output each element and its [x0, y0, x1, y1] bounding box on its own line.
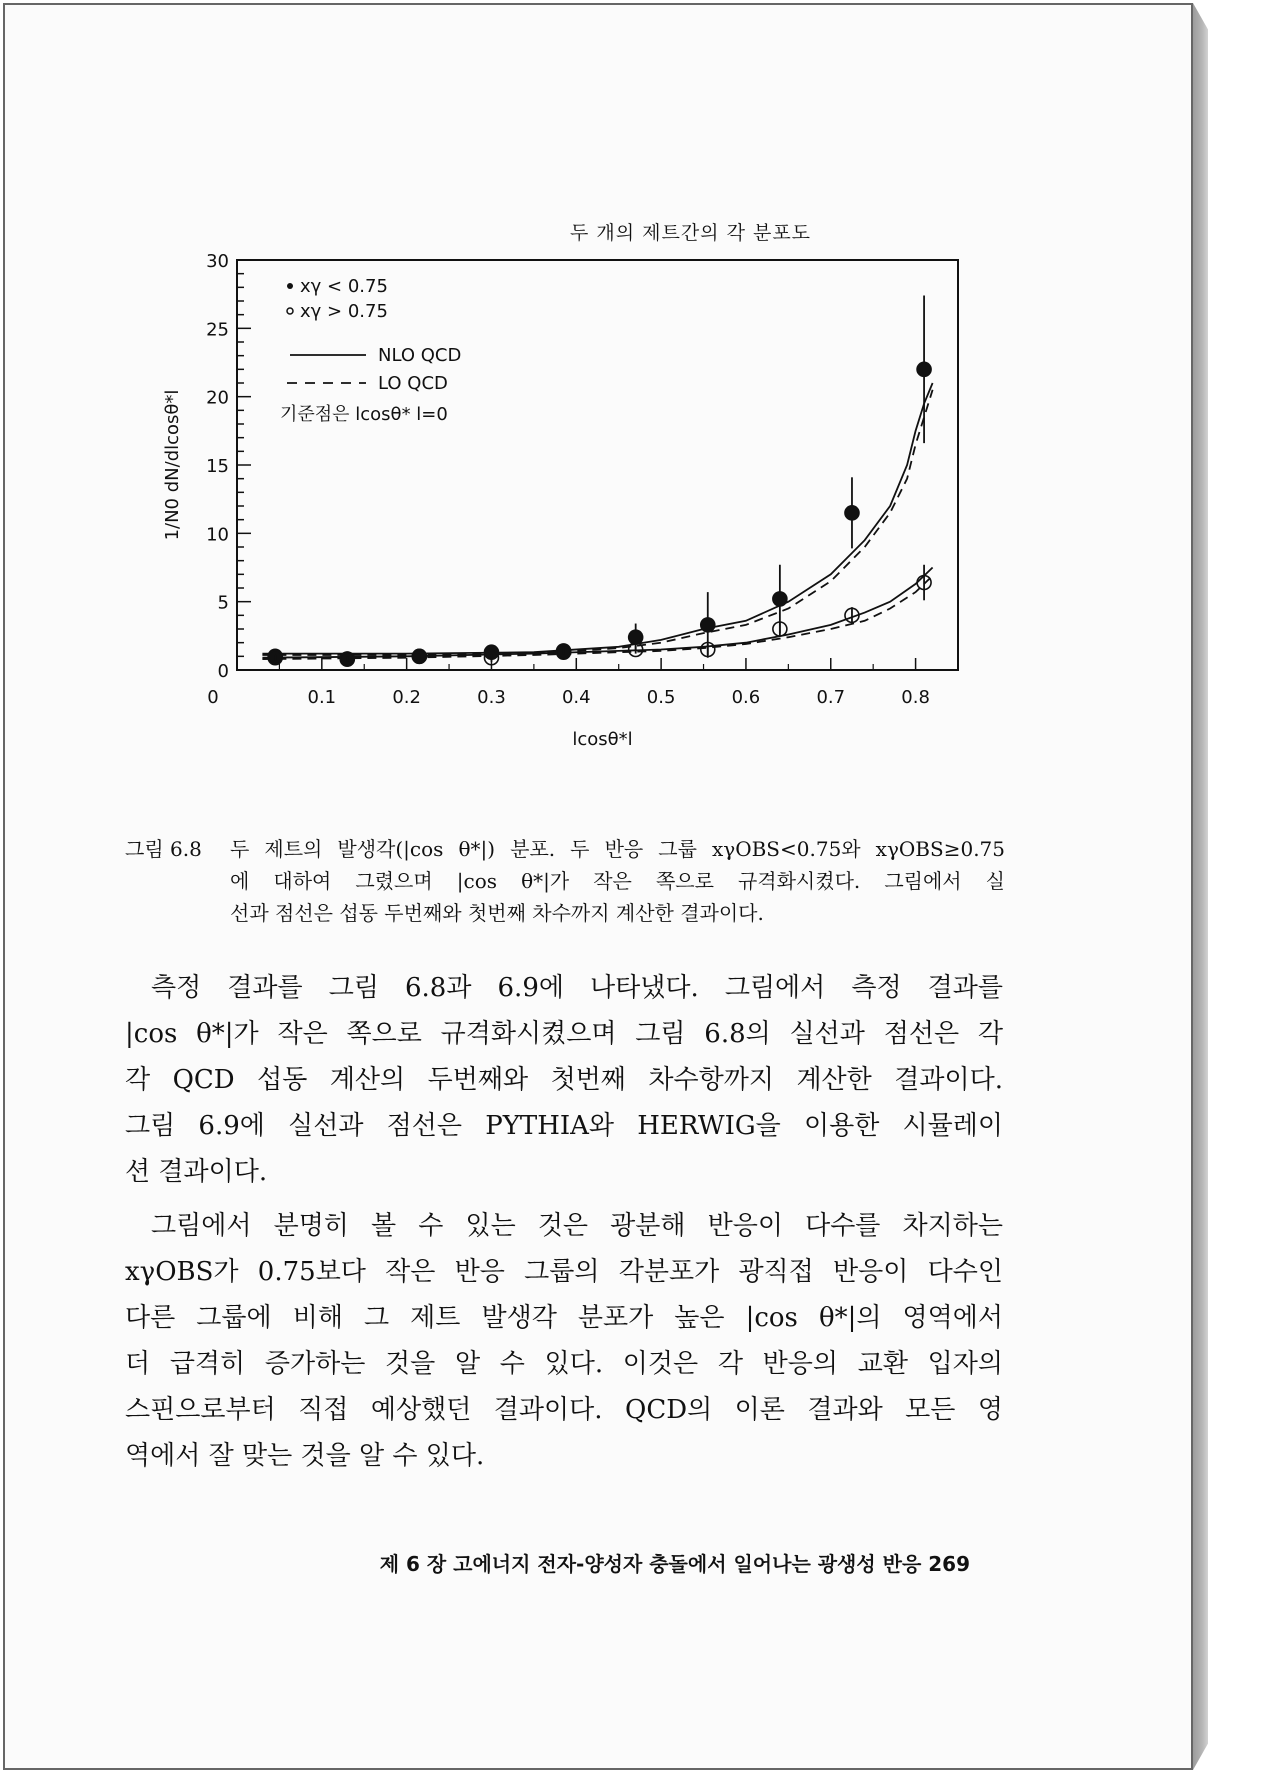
text-line: 더 급격히 증가하는 것을 알 수 있다. 이것은 각 반응의 교환 입자의 [125, 1349, 1003, 1379]
caption-line: 선과 점선은 섭동 두번째와 첫번째 차수까지 계산한 결과이다. [230, 901, 764, 925]
x-tick-label: 0.3 [477, 687, 506, 708]
y-tick-label: 5 [217, 592, 229, 614]
y-tick-label: 0 [217, 661, 229, 682]
legend-open-marker [287, 308, 293, 314]
chart-legend [280, 276, 461, 425]
y-tick-label: 25 [206, 319, 229, 341]
x-tick-label: 0.1 [307, 687, 337, 708]
text-line: 그림 6.9에 실선과 점선은 PYTHIA와 HERWIG을 이용한 시뮬레이 [125, 1111, 1003, 1141]
legend-label-lo: LO QCD [378, 373, 448, 394]
legend-label-nlo: NLO QCD [378, 345, 462, 366]
legend-note: 기준점은 lcosθ* l=0 [280, 404, 448, 425]
figure-title: 두 개의 제트간의 각 분포도 [569, 222, 812, 244]
text-line: 션 결과이다. [125, 1157, 268, 1187]
paragraph [125, 965, 1003, 1195]
x-axis-label: lcosθ*l [572, 729, 633, 750]
lo-qcd-curve [262, 576, 932, 659]
y-tick-label: 30 [206, 251, 229, 272]
x-tick-label: 0.2 [392, 687, 421, 708]
x-tick-label: 0.5 [646, 687, 676, 708]
page-edge [1193, 3, 1208, 1770]
data-point-filled [845, 506, 859, 520]
body-text [125, 965, 1003, 1487]
legend-filled-marker [287, 283, 293, 289]
data-point-filled [773, 592, 787, 606]
paragraph [125, 1203, 1003, 1479]
nlo-qcd-curve [262, 568, 932, 658]
caption-label: 그림 6.8 [125, 837, 202, 861]
text-line: 그림에서 분명히 볼 수 있는 것은 광분해 반응이 다수를 차지하는 [151, 1211, 1003, 1241]
x-tick-label: 0.8 [901, 687, 930, 708]
caption-line: 에 대하여 그렸으며 |cos θ*|가 작은 쪽으로 규격화시켰다. 그림에서 실 [230, 869, 1005, 893]
legend-label-open: xγ > 0.75 [300, 301, 388, 322]
text-line: |cos θ*|가 작은 쪽으로 규격화시켰으며 그림 6.8의 실선과 점선은 각 [125, 1019, 1003, 1049]
x-tick-label: 0.7 [816, 687, 846, 708]
text-line: 각 QCD 섭동 계산의 두번째와 첫번째 차수항까지 계산한 결과이다. [125, 1065, 1003, 1095]
x-tick-label: 0 [207, 687, 219, 708]
data-point-filled [917, 362, 931, 376]
y-tick-label: 20 [206, 387, 229, 409]
text-line: 역에서 잘 맞는 것을 알 수 있다. [125, 1441, 485, 1471]
caption-line: 두 제트의 발생각(|cos θ*|) 분포. 두 반응 그룹 xγOBS<0.75와 xγOBS≥0.75 [230, 837, 1005, 861]
running-footer: 제 6 장 고에너지 전자-양성자 충돌에서 일어나는 광생성 반응 269 [379, 1552, 970, 1576]
legend-label-filled: xγ < 0.75 [300, 276, 388, 297]
x-tick-label: 0.4 [561, 687, 591, 708]
caption-text [230, 833, 1005, 929]
lo-qcd-curve [262, 390, 932, 655]
page-margin [1208, 0, 1271, 1773]
text-line: xγOBS가 0.75보다 작은 반응 그룹의 각분포가 광직접 반응이 다수인 [125, 1257, 1003, 1287]
data-point-filled [701, 618, 715, 632]
angular-distribution-chart [150, 245, 990, 830]
text-line: 측정 결과를 그림 6.8과 6.9에 나타냈다. 그림에서 측정 결과를 [151, 973, 1003, 1003]
y-tick-label: 10 [206, 524, 229, 546]
y-tick-label: 15 [206, 456, 229, 477]
x-tick-label: 0.6 [731, 687, 761, 708]
text-line: 다른 그룹에 비해 그 제트 발생각 분포가 높은 |cos θ*|의 영역에서 [125, 1303, 1003, 1333]
text-line: 스핀으로부터 직접 예상했던 결과이다. QCD의 이론 결과와 모든 영 [125, 1395, 1003, 1425]
y-axis-label: 1/N0 dN/dlcosθ*l [162, 389, 183, 541]
